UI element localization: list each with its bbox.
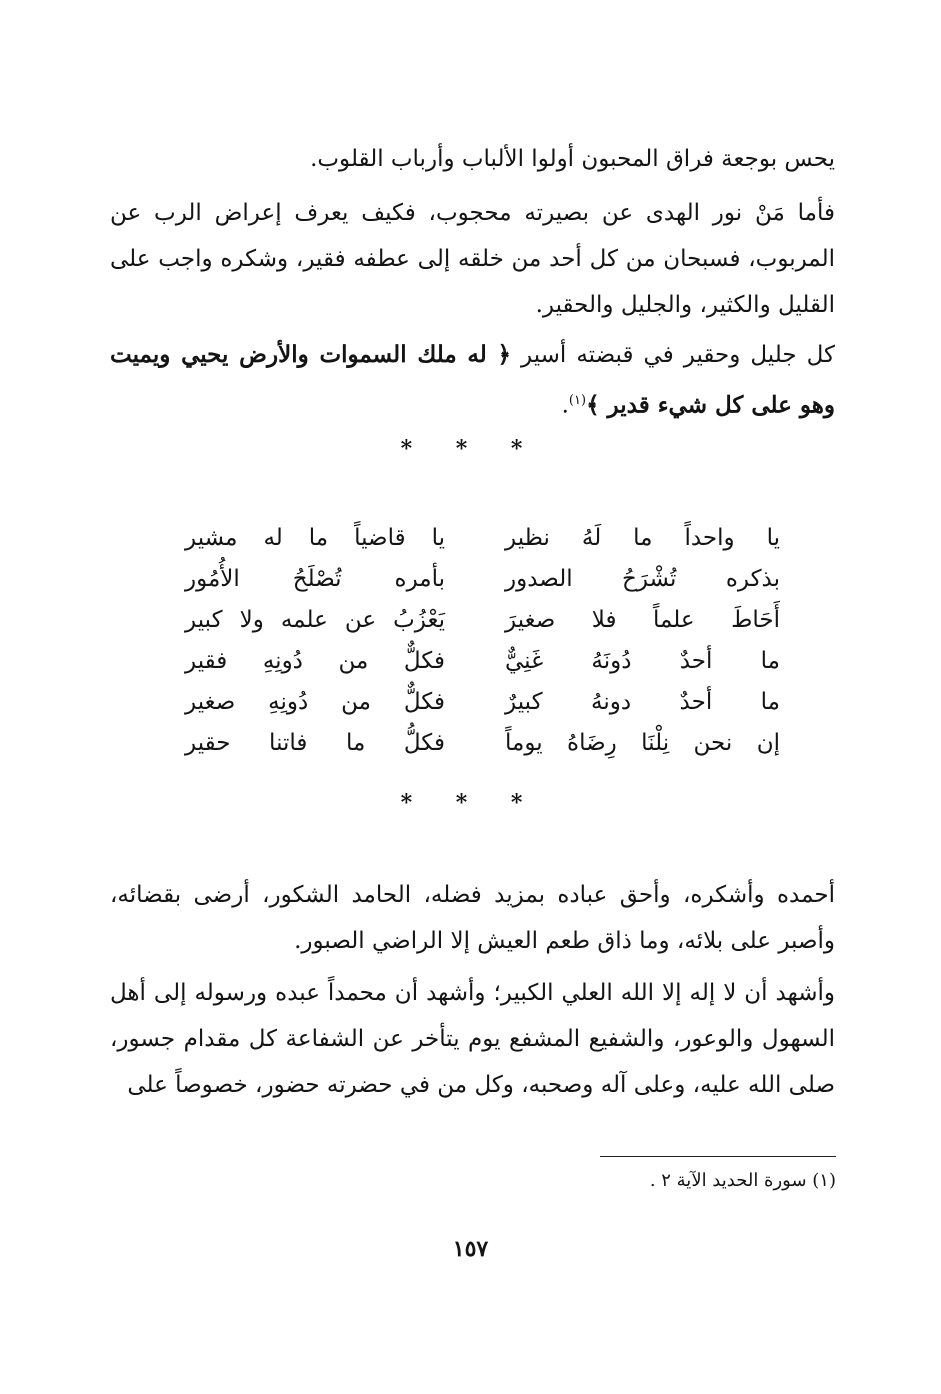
paragraph-4: أحمده وأشكره، وأحق عباده بمزيد فضله، الحامد الشكور، أرضى بقضائه، وأصبر على بلائه، وما ذاق طعم العيش إلا الراضي الصبور. — [110, 882, 835, 954]
poem-second-hemistich: يا قاضياً ما له مشير — [185, 525, 445, 551]
paragraph-3-end: . — [561, 392, 569, 419]
poem-second-hemistich: فكلُّ ما فاتنا حقير — [185, 730, 445, 756]
footnote: (١) سورة الحديد الآية ٢ . — [649, 1170, 836, 1191]
poem-first-hemistich: بذكره تُشْرَحُ الصدور — [505, 566, 780, 592]
paragraph-3 — [110, 332, 835, 429]
paragraph-2: فأما مَنْ نور الهدى عن بصيرته محجوب، فكيف يعرف إعراض الرب عن المربوب، فسبحان من كل أحد من خلقه إلى عطفه فقير، وشكره واجب على القليل والكثير، والجليل والحقير. — [110, 200, 835, 318]
poem-line — [180, 723, 780, 764]
page-number: ١٥٧ — [452, 1236, 489, 1262]
section-separator-2: * * * — [400, 790, 541, 816]
poem-second-hemistich: يَعْزُبُ عن علمه ولا كبير — [185, 607, 445, 633]
poem-second-hemistich: فكلٌّ من دُونِهِ صغير — [185, 689, 445, 715]
poem-line — [180, 641, 780, 682]
footnote-divider — [600, 1156, 836, 1157]
poem-line — [180, 682, 780, 723]
paragraph-5: وأشهد أن لا إله إلا الله العلي الكبير؛ وأشهد أن محمداً عبده ورسوله إلى أهل السهول والوعور، والشفيع المشفع يوم يتأخر عن الشفاعة كل مقدام جسور، صلى الله عليه، وعلى آله وصحبه، وكل من في حضرته حضور، خصوصاً على — [110, 980, 835, 1098]
poem-first-hemistich: ما أحدٌ دُونَهُ غَنِيٌّ — [505, 648, 780, 674]
poem-first-hemistich: أَحَاطَ علماً فلا صغيرَ — [505, 607, 780, 633]
poem-second-hemistich: فكلٌّ من دُونِهِ فقير — [185, 648, 445, 674]
poem-first-hemistich: يا واحداً ما لَهُ نظير — [505, 525, 780, 551]
poem-line — [180, 518, 780, 559]
section-separator-1: * * * — [400, 436, 541, 462]
poem-line — [180, 600, 780, 641]
paragraph-1: يحس بوجعة فراق المحبون أولوا الألباب وأرباب القلوب. — [310, 146, 835, 172]
poem — [180, 518, 780, 764]
paragraph-3-text: كل جليل وحقير في قبضته أسير — [521, 342, 835, 368]
poem-first-hemistich: ما أحدٌ دونهُ كبيرٌ — [505, 689, 780, 715]
poem-line — [180, 559, 780, 600]
poem-second-hemistich: بأمره تُصْلَحُ الأُمُور — [185, 566, 445, 592]
footnote-ref: (١) — [568, 393, 587, 408]
quran-verse: ﴿ له ملك السموات والأرض يحيي ويميت وهو على كل شيء قدير ﴾ — [110, 341, 835, 419]
poem-first-hemistich: إن نحن نِلْنَا رِضَاهُ يوماً — [505, 730, 780, 756]
